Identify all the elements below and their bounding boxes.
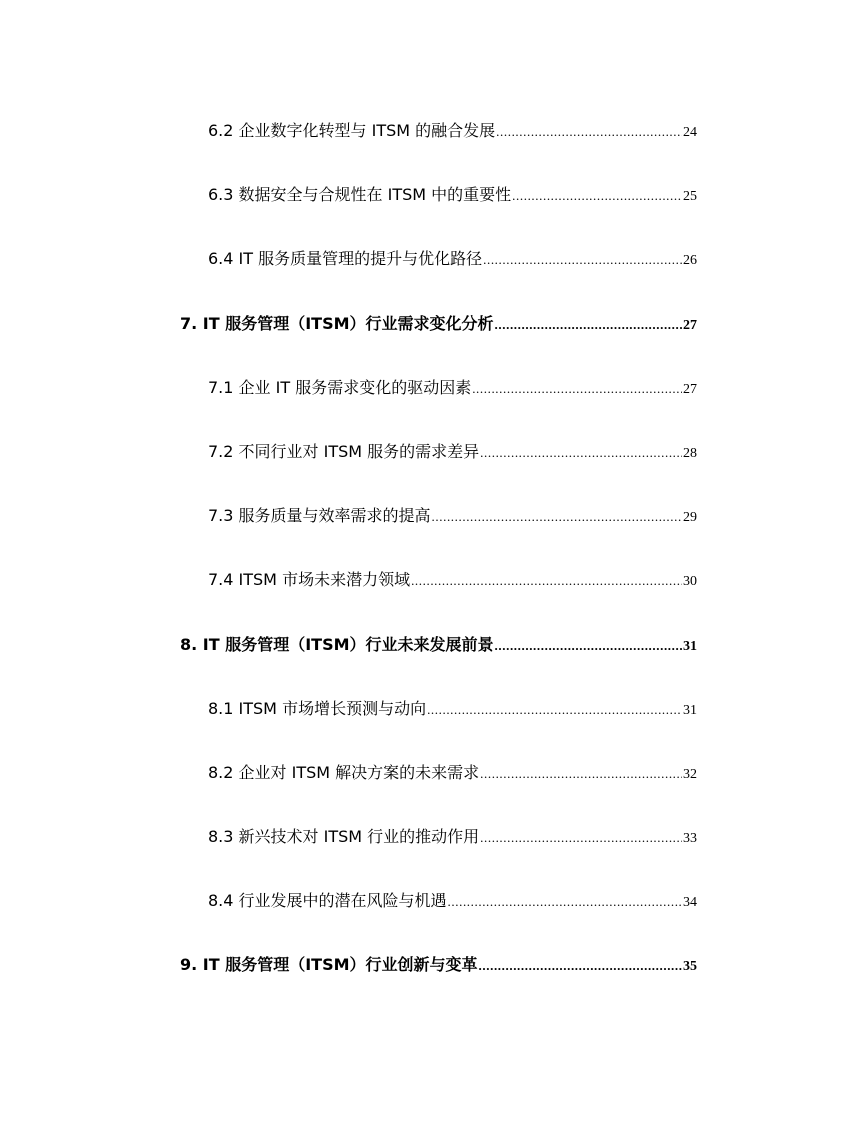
toc-entry-8-1[interactable] — [208, 696, 697, 720]
toc-entry-title: 8.1 ITSM 市场增长预测与动向 — [208, 699, 427, 718]
toc-entry-chapter-8[interactable] — [180, 632, 697, 656]
dot-leader — [512, 188, 682, 204]
dot-leader — [472, 381, 682, 397]
toc-entry-page: 34 — [683, 895, 697, 910]
toc-entry-8-2[interactable] — [208, 760, 697, 784]
toc-entry-6-3[interactable] — [208, 182, 697, 206]
toc-entry-page: 29 — [683, 510, 697, 525]
toc-entry-page: 24 — [683, 125, 697, 140]
dot-leader — [480, 445, 682, 461]
dot-leader — [432, 509, 682, 525]
dot-leader — [427, 702, 682, 718]
toc-entry-chapter-9[interactable] — [180, 952, 697, 976]
dot-leader — [495, 317, 682, 333]
toc-entry-page: 27 — [683, 382, 697, 397]
dot-leader — [496, 124, 682, 140]
toc-entry-title: 8.4 行业发展中的潜在风险与机遇 — [208, 891, 447, 910]
toc-entry-title: 9. IT 服务管理（ITSM）行业创新与变革 — [180, 955, 478, 974]
toc-entry-8-3[interactable] — [208, 824, 697, 848]
toc-entry-page: 31 — [683, 639, 697, 654]
toc-entry-title: 7.1 企业 IT 服务需求变化的驱动因素 — [208, 378, 472, 397]
toc-entry-page: 31 — [683, 703, 697, 718]
dot-leader — [480, 766, 682, 782]
dot-leader — [448, 894, 682, 910]
toc-entry-7-2[interactable] — [208, 439, 697, 463]
toc-entry-page: 28 — [683, 446, 697, 461]
toc-entry-page: 35 — [683, 959, 697, 974]
dot-leader — [480, 830, 682, 846]
toc-entry-title: 8.3 新兴技术对 ITSM 行业的推动作用 — [208, 827, 480, 846]
toc-entry-page: 30 — [683, 574, 697, 589]
dot-leader — [495, 638, 682, 654]
dot-leader — [479, 958, 682, 974]
toc-entry-8-4[interactable] — [208, 888, 697, 912]
toc-entry-title: 7. IT 服务管理（ITSM）行业需求变化分析 — [180, 314, 494, 333]
toc-entry-title: 7.2 不同行业对 ITSM 服务的需求差异 — [208, 442, 480, 461]
toc-entry-page: 32 — [683, 767, 697, 782]
toc-entry-6-4[interactable] — [208, 246, 697, 270]
toc-entry-title: 6.4 IT 服务质量管理的提升与优化路径 — [208, 249, 483, 268]
toc-entry-title: 6.2 企业数字化转型与 ITSM 的融合发展 — [208, 121, 496, 140]
toc-entry-7-1[interactable] — [208, 375, 697, 399]
toc-entry-title: 7.4 ITSM 市场未来潜力领域 — [208, 570, 411, 589]
toc-entry-title: 8. IT 服务管理（ITSM）行业未来发展前景 — [180, 635, 494, 654]
dot-leader — [483, 252, 682, 268]
dot-leader — [411, 573, 682, 589]
toc-entry-title: 8.2 企业对 ITSM 解决方案的未来需求 — [208, 763, 480, 782]
toc-entry-page: 25 — [683, 189, 697, 204]
toc-entry-6-2[interactable] — [208, 118, 697, 142]
toc-entry-page: 27 — [683, 318, 697, 333]
toc-entry-7-3[interactable] — [208, 503, 697, 527]
toc-entry-title: 7.3 服务质量与效率需求的提高 — [208, 506, 431, 525]
toc-entry-chapter-7[interactable] — [180, 311, 697, 335]
toc-entry-7-4[interactable] — [208, 567, 697, 591]
toc-entry-title: 6.3 数据安全与合规性在 ITSM 中的重要性 — [208, 185, 512, 204]
toc-entry-page: 33 — [683, 831, 697, 846]
toc-entry-page: 26 — [683, 253, 697, 268]
